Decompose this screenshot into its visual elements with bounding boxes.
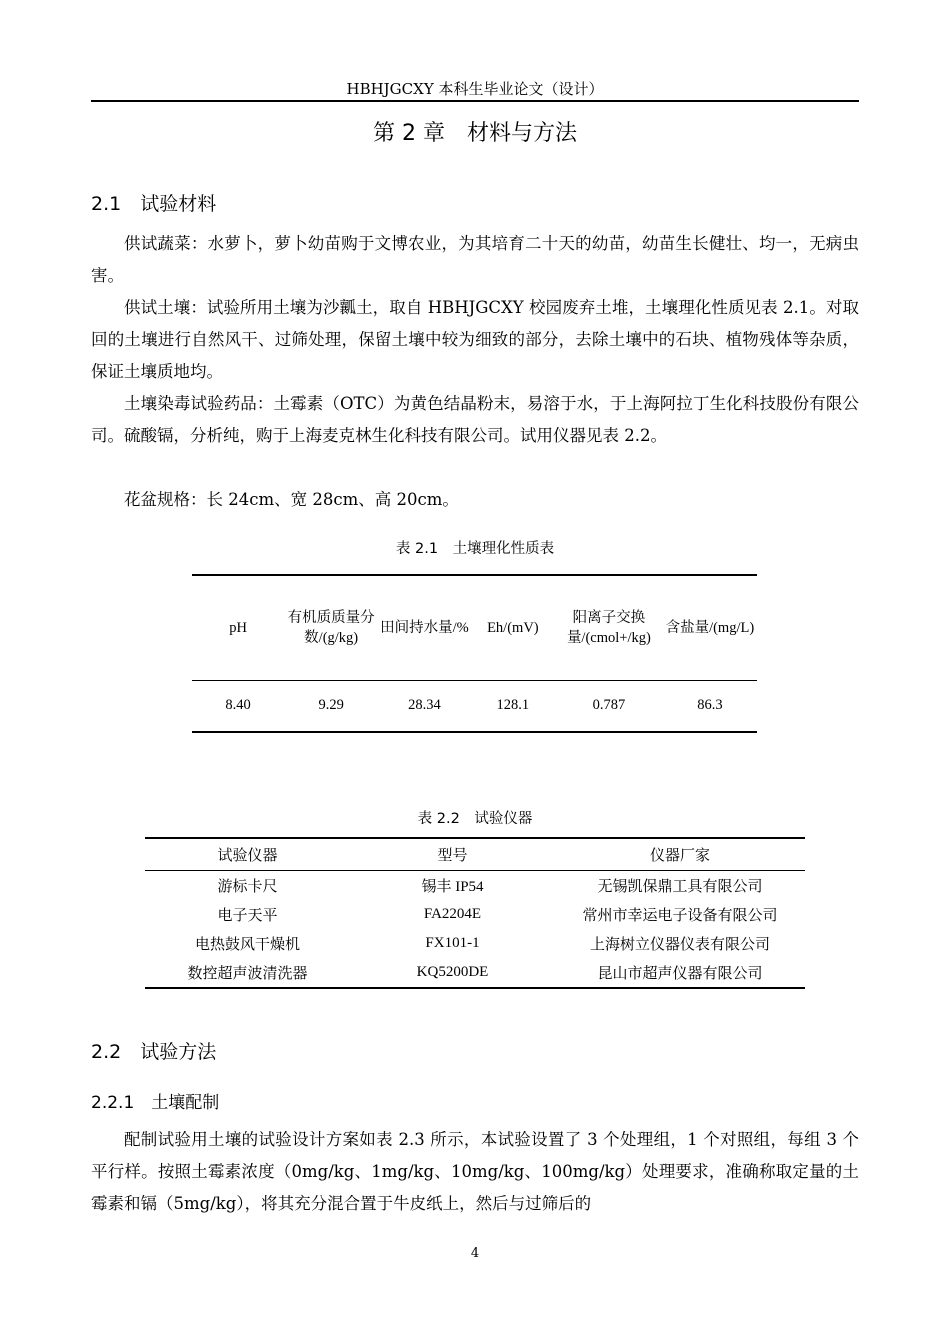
table-cell: 86.3	[697, 697, 723, 714]
table-header-row	[145, 838, 805, 871]
running-header: HBHJGCXY 本科生毕业论文（设计）	[346, 80, 604, 98]
paragraph-pot-size: 花盆规格：长 24cm、宽 28cm、高 20cm。	[124, 490, 459, 509]
paragraph-test-soil: 供试土壤：试验所用土壤为沙瓤土，取自 HBHJGCXY 校园废弃土堆，土壤理化性质见表 2.1。对取回的土壤进行自然风干、过筛处理，保留土壤中较为细致的部分，去除土壤中的石块、植物残体等杂质，保证土壤质地均。	[91, 298, 859, 381]
table-row	[145, 958, 805, 988]
table-cell: 锡丰 IP54	[421, 879, 484, 895]
table-cell: 28.34	[408, 697, 441, 714]
header-cec: 阳离子交换量/(cmol+/kg)	[555, 575, 663, 680]
table-cell: 0.787	[592, 697, 626, 714]
table-cell: FX101-1	[425, 935, 480, 951]
header-water-holding: 田间持水量/%	[378, 575, 471, 680]
header-organic-matter: 有机质质量分数/(g/kg)	[284, 575, 378, 680]
header-ph: pH	[192, 575, 284, 680]
table-row	[145, 871, 805, 901]
table-2-1-caption: 表 2.1 土壤理化性质表	[395, 541, 555, 557]
soil-properties-table	[192, 574, 757, 733]
table-cell: 电子天平	[217, 908, 278, 924]
table-cell: 电热鼓风干燥机	[194, 937, 300, 953]
page-number: 4	[470, 1246, 480, 1261]
table-2-2-caption: 表 2.2 试验仪器	[417, 811, 533, 827]
header-salt-content: 含盐量/(mg/L)	[663, 575, 757, 680]
header-instrument: 试验仪器	[145, 838, 350, 871]
table-cell: 上海树立仪器仪表有限公司	[589, 937, 770, 953]
table-cell: FA2204E	[423, 906, 482, 922]
header-eh: Eh/(mV)	[471, 575, 555, 680]
table-cell: 9.29	[318, 697, 344, 714]
table-row	[145, 929, 805, 958]
table-header-row	[192, 575, 757, 680]
section-heading-2-1: 2.1 试验材料	[91, 193, 217, 215]
paragraph-test-vegetable: 供试蔬菜：水萝卜，萝卜幼苗购于文博农业，为其培育二十天的幼苗，幼苗生长健壮、均一，无病虫害。	[91, 234, 859, 285]
header-manufacturer: 仪器厂家	[555, 838, 805, 871]
table-cell: 游标卡尺	[217, 879, 278, 895]
instruments-table	[145, 837, 805, 989]
chapter-title: 第 2 章 材料与方法	[373, 121, 577, 146]
section-heading-2-2: 2.2 试验方法	[91, 1041, 217, 1063]
paragraph-reagents: 土壤染毒试验药品：土霉素（OTC）为黄色结晶粉末，易溶于水，于上海阿拉丁生化科技股份有限公司。硫酸镉，分析纯，购于上海麦克林生化科技有限公司。试用仪器见表 2.2。	[91, 394, 859, 445]
subsection-heading-2-2-1: 2.2.1 土壤配制	[91, 1093, 220, 1113]
table-cell: 数控超声波清洗器	[187, 966, 308, 982]
table-cell: 常州市幸运电子设备有限公司	[582, 908, 778, 924]
table-row	[192, 680, 757, 732]
table-cell: KQ5200DE	[416, 964, 489, 980]
paragraph-soil-preparation: 配制试验用土壤的试验设计方案如表 2.3 所示，本试验设置了 3 个处理组，1 个对照组，每组 3 个平行样。按照土霉素浓度（0mg/kg、1mg/kg、10mg/kg、100mg/kg）处理要求，准确称取定量的土霉素和镉（5mg/kg），将其充分混合置于牛皮纸上，然后与过筛后的	[91, 1130, 859, 1213]
table-cell: 8.40	[225, 697, 251, 714]
header-model: 型号	[350, 838, 555, 871]
table-cell: 无锡凯保鼎工具有限公司	[597, 879, 763, 895]
table-cell: 128.1	[496, 697, 530, 714]
table-cell: 昆山市超声仪器有限公司	[597, 966, 763, 982]
header-rule	[91, 100, 859, 102]
table-row	[145, 900, 805, 929]
